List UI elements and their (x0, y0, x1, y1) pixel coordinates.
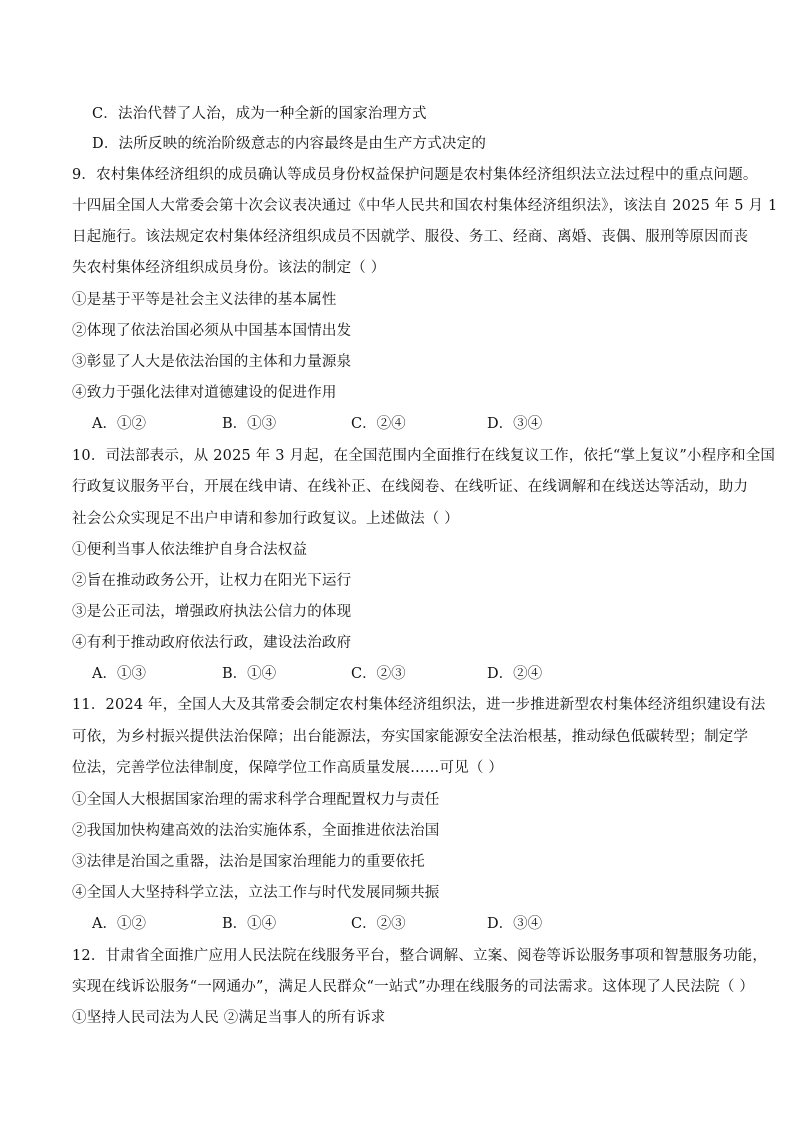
q9-choice-d: D．③④ (487, 416, 543, 432)
q11-choice-b: B．①④ (222, 916, 277, 932)
q11-choices (92, 914, 712, 936)
q9-stem-line-4: 失农村集体经济组织成员身份。该法的制定（ ） (72, 260, 386, 276)
q11-stem-line-3: 位法，完善学位法律制度，保障学位工作高质量发展……可见（ ） (72, 760, 504, 776)
q10-statement-4: ④有利于推动政府依法行政，建设法治政府 (72, 635, 352, 651)
q11-stem-line-2: 可依，为乡村振兴提供法治保障；出台能源法，夯实国家能源安全法治根基，推动绿色低碳转型；制定学 (72, 729, 749, 745)
q10-statement-3: ③是公正司法，增强政府执法公信力的体现 (72, 604, 352, 620)
q9-statement-4: ④致力于强化法律对道德建设的促进作用 (72, 385, 337, 401)
q9-statement-1: ①是基于平等是社会主义法律的基本属性 (72, 292, 337, 308)
q10-choice-a: A．①③ (92, 666, 146, 682)
q11-choice-a: A．①② (92, 916, 146, 932)
q11-statement-2: ②我国加快构建高效的法治实施体系，全面推进依法治国 (72, 823, 440, 839)
q11-statement-1: ①全国人大根据国家治理的需求科学合理配置权力与责任 (72, 792, 440, 808)
q10-choice-d: D．②④ (487, 666, 543, 682)
q11-stem-line-1: 11．2024 年，全国人大及其常委会制定农村集体经济组织法，进一步推进新型农村集体经济组织建设有法 (72, 697, 766, 713)
q11-choice-c: C．②③ (351, 916, 406, 932)
q9-stem-line-3: 日起施行。该法规定农村集体经济组织成员不因就学、服役、务工、经商、离婚、丧偶、服刑等原因而丧 (72, 229, 749, 245)
q9-statement-3: ③彰显了人大是依法治国的主体和力量源泉 (72, 354, 352, 370)
q11-statement-3: ③法律是治国之重器，法治是国家治理能力的重要依托 (72, 854, 425, 870)
q10-statement-2: ②旨在推动政务公开，让权力在阳光下运行 (72, 573, 352, 589)
q10-choice-b: B．①④ (222, 666, 277, 682)
q9-stem-line-2: 十四届全国人大常委会第十次会议表决通过《中华人民共和国农村集体经济组织法》，该法自 2025 年 5 月 1 (72, 198, 778, 214)
q12-stem-line-2: 实现在线诉讼服务“一网通办”，满足人民群众“一站式”办理在线服务的司法需求。这体现了人民法院（ ） (72, 979, 755, 995)
q10-choice-c: C．②③ (351, 666, 406, 682)
q10-stem-line-2: 行政复议服务平台，开展在线申请、在线补正、在线阅卷、在线听证、在线调解和在线送达等活动，助力 (72, 479, 749, 495)
q9-statement-2: ②体现了依法治国必须从中国基本国情出发 (72, 323, 352, 339)
q9-choice-a: A．①② (92, 416, 146, 432)
q10-choices (92, 664, 712, 686)
q9-choices (92, 414, 712, 436)
q9-stem-line-1: 9．农村集体经济组织的成员确认等成员身份权益保护问题是农村集体经济组织法立法过程中的重点问题。 (72, 167, 758, 183)
q12-statements-1-2: ①坚持人民司法为人民 ②满足当事人的所有诉求 (72, 1010, 386, 1026)
q11-statement-4: ④全国人大坚持科学立法，立法工作与时代发展同频共振 (72, 885, 440, 901)
q10-stem-line-3: 社会公众实现足不出户申请和参加行政复议。上述做法（ ） (72, 511, 460, 527)
q10-stem-line-1: 10．司法部表示，从 2025 年 3 月起，在全国范围内全面推行在线复议工作，依托“掌上复议”小程序和全国 (72, 448, 776, 464)
q9-choice-b: B．①③ (222, 416, 277, 432)
q8-option-c: C．法治代替了人治，成为一种全新的国家治理方式 (92, 106, 427, 122)
q12-stem-line-1: 12．甘肃省全面推广应用人民法院在线服务平台，整合调解、立案、阅卷等诉讼服务事项和智慧服务功能， (72, 948, 768, 964)
q8-option-d: D．法所反映的统治阶级意志的内容最终是由生产方式决定的 (92, 136, 487, 152)
q11-choice-d: D．③④ (487, 916, 543, 932)
q10-statement-1: ①便利当事人依法维护自身合法权益 (72, 542, 308, 558)
q9-choice-c: C．②④ (351, 416, 406, 432)
